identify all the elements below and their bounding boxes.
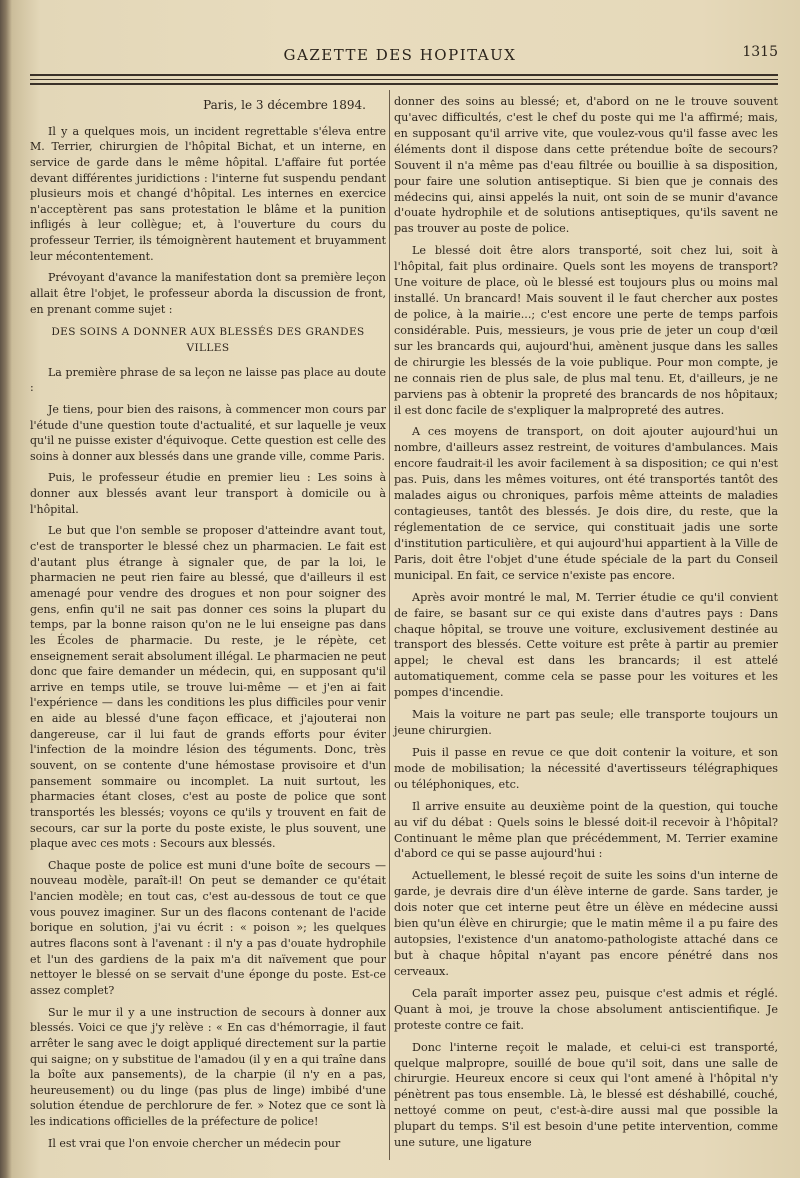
paragraph: A ces moyens de transport, on doit ajouter aujourd'hui un nombre, d'ailleurs assez restreint, de voitures d'ambulances. Mais encore faudrait-il les avoir facilement à sa disposition; ce qui n'est pas. Puis, dans les mêmes voitures, ont été transportés tantôt des malades aigus ou chroniques, parfois même atteints de maladies contagieuses, tantôt des blessés. Je dois dire, du reste, que la réglementation de ce service, qui constituait jadis une sorte d'institution particulière, et qui aujourd'hui appartient à la Ville de Paris, doit être l'objet d'une étude spéciale de la part du Conseil municipal. En fait, ce service n'existe pas encore. — [394, 425, 778, 582]
paragraph: donner des soins au blessé; et, d'abord on ne le trouve souvent qu'avec difficultés, c'est le chef du poste qui me l'a affirmé; mais, en supposant qu'il arrive vite, que voulez-vous qu'il fasse avec les éléments dont il dispose dans cette prétendue boîte de secours? Souvent il n'a même pas d'eau filtrée ou bouillie à sa disposition, pour faire une solution antiseptique. Si bien que je connais des médecins qui, ainsi appelés la nuit, ont soin de se munir d'avance d'ouate hydrophile et de solutions antiseptiques, qu'ils savent ne pas trouver au poste de police. — [394, 95, 778, 236]
right-column — [394, 94, 778, 1157]
paragraph: Cela paraît importer assez peu, puisque c'est admis et réglé. Quant à moi, je trouve la chose absolument antiscientifique. Je proteste contre ce fait. — [394, 986, 778, 1032]
paragraph: Je tiens, pour bien des raisons, à commencer mon cours par l'étude d'une question toute d'actualité, et sur laquelle je veux qu'il ne puisse exister d'équivoque. Cette question est celle des soins à donner aux blessés dans une grande ville, comme Paris. — [30, 402, 386, 463]
page-number: 1315 — [742, 44, 778, 60]
paragraph: Le blessé doit être alors transporté, soit chez lui, soit à l'hôpital, fait plus ordinaire. Quels sont les moyens de transport? Une voiture de place, où le blessé est toujours plus ou moins mal installé. Un brancard! Mais souvent il le faut chercher aux postes de police, à la mairie...; c'est encore une perte de temps parfois considérable. Puis, messieurs, je vous prie de jeter un coup d'œil sur les brancards qui, aujourd'hui, amènent jusque dans les salles de chirurgie les blessés de la voie publique. Pour mon compte, je ne connais rien de plus sale, de plus mal tenu. Et, d'ailleurs, je ne parviens pas à obtenir la propreté des brancards de nos hôpitaux; il est donc facile de s'expliquer la malpropreté des autres. — [394, 244, 778, 417]
header-rule — [30, 74, 778, 76]
paragraph: La première phrase de sa leçon ne laisse pas place au doute : — [30, 365, 386, 395]
newspaper-title: GAZETTE DES HOPITAUX — [283, 46, 517, 64]
paragraph: Il arrive ensuite au deuxième point de la question, qui touche au vif du débat : Quels soins le blessé doit-il recevoir à l'hôpital? Continuant le même plan que précédemment, M. Terrier examine d'abord ce qui se passe aujourd'hui : — [394, 799, 778, 861]
paragraph: Puis, le professeur étudie en premier lieu : Les soins à donner aux blessés avant leur transport à domicile ou à l'hôpital. — [30, 471, 386, 516]
paragraph: Il est vrai que l'on envoie chercher un médecin pour — [48, 1136, 341, 1150]
paragraph: Donc l'interne reçoit le malade, et celui-ci est transporté, quelque malpropre, souillé de boue qu'il soit, dans une salle de chirurgie. Heureux encore si ceux qui l'ont amené à l'hôpital n'y pénètrent pas tous ensemble. Là, le blessé est déshabillé, couché, nettoyé comme on peut, c'est-à-dire aussi mal que possible la plupart du temps. S'il est besoin d'une petite intervention, comme une suture, une ligature — [394, 1040, 778, 1150]
page-header — [0, 40, 800, 70]
paragraph: Puis il passe en revue ce que doit contenir la voiture, et son mode de mobilisation; la nécessité d'avertisseurs télégraphiques ou téléphoniques, etc. — [394, 745, 778, 791]
paragraph: Il y a quelques mois, un incident regrettable s'éleva entre M. Terrier, chirurgien de l'hôpital Bichat, et un interne, en service de garde dans le même hôpital. L'affaire fut portée devant différentes juridictions : l'interne fut suspendu pendant plusieurs mois et changé d'hôpital. Les internes en exercice n'acceptèrent pas sans protestation le blâme et la punition infligés à leur collègue; et, à l'ouverture du cours du professeur Terrier, ils témoignèrent hautement et bruyamment leur mécontentement. — [30, 124, 386, 263]
article-date: Paris, le 3 décembre 1894. — [203, 98, 366, 112]
paragraph: Prévoyant d'avance la manifestation dont sa première leçon allait être l'objet, le professeur aborda la discussion de front, en prenant comme sujet : — [30, 271, 386, 316]
left-column — [30, 94, 386, 1157]
paragraph: Après avoir montré le mal, M. Terrier étudie ce qu'il convient de faire, se basant sur ce qui existe dans d'autres pays : Dans chaque hôpital, se trouve une voiture, exclusivement destinée au transport des blessés. Cette voiture est prête à partir au premier appel; le cheval est dans les brancards; il est attelé automatiquement, comme cela se passe pour les voitures et les pompes d'incendie. — [394, 590, 778, 700]
header-rule-thin — [30, 79, 778, 80]
paragraph: Le but que l'on semble se proposer d'atteindre avant tout, c'est de transporter le blessé chez un pharmacien. Le fait est d'autant plus étrange à signaler que, de par la loi, le pharmacien ne peut rien faire au blessé, que d'ailleurs il est amenagé pour vendre des drogues et non pour soigner des gens, enfin qu'il ne sait pas donner ces soins la plupart du temps, par la bonne raison qu'on ne le lui enseigne pas dans les Écoles de pharmacie. Du reste, je le répète, cet enseignement serait absolument illégal. Le pharmacien ne peut donc que faire demander un médecin, qui, en supposant qu'il arrive en temps utile, se trouve lui-même — et j'en ai fait l'expérience — dans les conditions les plus difficiles pour venir en aide au blessé d'une façon efficace, et j'ajouterai non dangereuse, car il lui faut de grands efforts pour éviter l'infection de la moindre lésion des téguments. Donc, très souvent, on se contente d'une hémostase provisoire et d'un pansement sommaire ou incomplet. La nuit surtout, les pharmacies étant closes, c'est au poste de police que sont transportés les blessés; voyons ce qu'ils y trouvent en fait de secours, car sur la porte du poste existe, le plus souvent, une plaque avec ces mots : Secours aux blessés. — [30, 524, 386, 851]
section-heading: DES SOINS A DONNER AUX BLESSÉS DES GRANDES VILLES — [51, 326, 365, 354]
header-rule-bottom — [30, 83, 778, 85]
paragraph: Chaque poste de police est muni d'une boîte de secours — nouveau modèle, paraît-il! On peut se demander ce qu'était l'ancien modèle; en tout cas, c'est au-dessous de tout ce que vous pouvez imaginer. Sur un des flacons contenant de l'acide borique en solution, j'ai vu écrit : « poison »; les quelques autres flacons sont à l'avenant : il n'y a pas d'ouate hydrophile et l'un des gardiens de la paix m'a dit naïvement que pour nettoyer le blessé on se servait d'une éponge du poste. Est-ce assez complet? — [30, 858, 386, 997]
paragraph: Sur le mur il y a une instruction de secours à donner aux blessés. Voici ce que j'y relève : « En cas d'hémorragie, il faut arrêter le sang avec le doigt appliqué directement sur la partie qui saigne; on y substitue de l'amadou (il y en a qui traîne dans la boîte aux pansements), de la charpie (il n'y en a pas, heureusement) ou du linge (pas plus de linge) imbibé d'une solution étendue de perchlorure de fer. » Notez que ce sont là les indications officielles de la préfecture de police! — [30, 1005, 386, 1129]
paragraph: Mais la voiture ne part pas seule; elle transporte toujours un jeune chirurgien. — [394, 708, 778, 738]
paragraph: Actuellement, le blessé reçoit de suite les soins d'un interne de garde, je devrais dire d'un élève interne de garde. Sans tarder, je dois noter que cet interne peut être un élève en médecine aussi bien qu'un élève en chirurgie; que le matin même il a pu faire des autopsies, l'existence d'un anatomo-pathologiste attaché dans ce but à chaque hôpital n'ayant pas encore pénétré dans nos cerveaux. — [394, 869, 778, 978]
column-divider — [389, 90, 390, 1160]
